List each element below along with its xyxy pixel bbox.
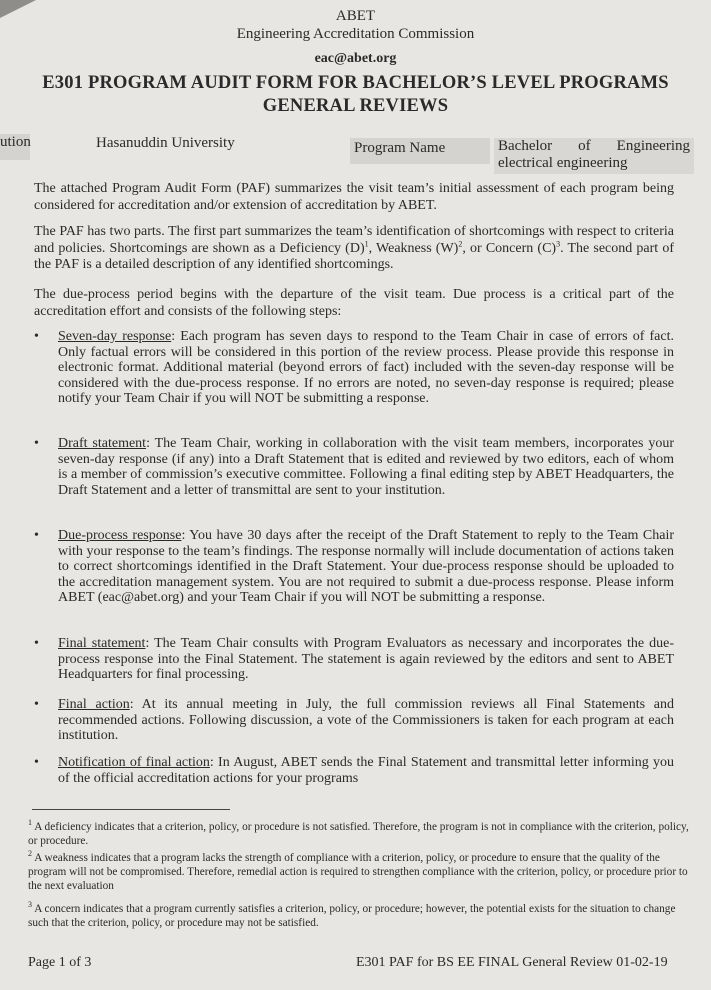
bullet-icon: •	[34, 636, 39, 651]
bullet-icon: •	[34, 697, 39, 712]
document-id: E301 PAF for BS EE FINAL General Review 01-02-19	[356, 955, 668, 970]
footnote-ref: 3	[556, 238, 561, 248]
step-text: : You have 30 days after the receipt of the Draft Statement to reply to the Team Chair with your response to the team’s findings. The response normally will include documentation of actions taken to correct shortcomings identified in the Draft Statement. Your due-process response should be uploaded to the accreditation management system. You are not required to submit a due-process response. Please inform ABET (eac@abet.org) and your Team Chair if you will NOT be submitting a response.	[58, 528, 674, 605]
footnote-concern	[28, 902, 690, 930]
bullet-icon: •	[34, 528, 39, 543]
step-term: Draft statement	[58, 436, 147, 451]
footnote-ref: 2	[458, 238, 463, 248]
footnote-text: A weakness indicates that a program lacks the strength of compliance with a criterion, policy, or procedure to ensure that the quality of the program will not be compromised. Therefore, remedial action is required to strengthen compliance with the criterion, policy, or procedure prior to the next evaluation	[28, 852, 688, 892]
program-info-row	[0, 130, 711, 178]
bullet-icon: •	[34, 436, 39, 451]
program-name-value	[494, 138, 694, 174]
footnote-deficiency	[28, 820, 690, 848]
footnote-text: A concern indicates that a program currently satisfies a criterion, policy, or procedure; however, the potential exists for the situation to change such that the criterion, policy, or procedure may not be satisfied.	[28, 903, 676, 929]
step-text: : In August, ABET sends the Final Statement and transmittal letter informing you of the official accreditation actions for your programs	[58, 755, 674, 786]
step-text: : The Team Chair consults with Program Evaluators as necessary and incorporates the due-process response into the Final Statement. The statement is again reviewed by the editors and sent to ABET Headquarters for final processing.	[58, 636, 674, 682]
step-term: Seven-day response	[58, 329, 172, 344]
step-final-action	[34, 697, 674, 744]
program-value-word: of	[578, 138, 591, 154]
footnote-ref: 1	[364, 238, 369, 248]
footnote-number: 2	[28, 849, 32, 859]
p2-text: , Weakness (W)	[368, 240, 459, 256]
program-value-word: Bachelor	[498, 138, 553, 154]
program-name-label: Program Name	[350, 138, 490, 164]
institution-label: ution	[0, 134, 30, 160]
form-title: E301 PROGRAM AUDIT FORM FOR BACHELOR’S LEVEL PROGRAMS	[42, 73, 669, 93]
intro-paragraph-3: The due-process period begins with the departure of the visit team. Due process is a critical part of the accreditation effort and consists of the following steps:	[34, 287, 674, 319]
step-draft-statement	[34, 436, 674, 498]
step-text: : The Team Chair, working in collaboration with the visit team members, incorporates your seven-day response (if any) into a Draft Statement that is edited and reviewed by two editors, each of whom is a member of commission’s executive committee. Following a final editing step by ABET Headquarters, the Draft Statement and a letter of transmittal are sent to your institution.	[58, 436, 674, 498]
p2-text: The PAF has two parts. The first part summarizes the team’s identification of shortcomings with respect to criteria and policies. Shortcomings are shown as a Deficiency (D)	[34, 224, 674, 256]
intro-paragraph-2	[34, 224, 674, 274]
p2-text: . The second part of the PAF is a detailed description of any identified shortcomings.	[34, 240, 675, 272]
footnote-number: 3	[28, 900, 32, 910]
step-term: Final action	[58, 697, 130, 712]
bullet-icon: •	[34, 329, 39, 344]
step-notification-final-action	[34, 755, 674, 786]
footnote-weakness	[28, 851, 690, 893]
program-value-word: Engineering	[616, 138, 690, 154]
step-text: : At its annual meeting in July, the full commission reviews all Final Statements and recommended actions. Following discussion, a vote of the Commissioners is taken for each program at each institution.	[58, 697, 674, 743]
institution-value: Hasanuddin University	[96, 135, 235, 151]
step-term: Notification of final action	[58, 755, 210, 770]
form-subtitle: GENERAL REVIEWS	[262, 96, 449, 116]
commission-name: Engineering Accreditation Commission	[236, 26, 475, 42]
intro-paragraph-1: The attached Program Audit Form (PAF) summarizes the visit team’s initial assessment of each program being considered for accreditation and/or extension of accreditation by ABET.	[34, 181, 674, 213]
footnote-divider	[32, 809, 230, 810]
bullet-icon: •	[34, 755, 39, 770]
contact-email: eac@abet.org	[314, 51, 397, 66]
footnote-number: 1	[28, 818, 32, 828]
program-value-line2: electrical engineering	[498, 155, 628, 171]
step-seven-day-response	[34, 329, 674, 407]
step-due-process-response	[34, 528, 674, 606]
step-final-statement	[34, 636, 674, 683]
p2-text: , or Concern (C)	[462, 240, 557, 256]
org-name: ABET	[335, 8, 376, 24]
page-number: Page 1 of 3	[28, 955, 92, 970]
step-term: Final statement	[58, 636, 146, 651]
step-text: : Each program has seven days to respond to the Team Chair in case of errors of fact. Only factual errors will be considered in this portion of the review process. Please provide this response in electronic format. Additional material (beyond errors of fact) included with the seven-day response will be considered with the due-process response. If no errors are noted, no seven-day response is required; please notify your Team Chair if you will NOT be submitting a response.	[58, 329, 674, 406]
step-term: Due-process response	[58, 528, 182, 543]
footnote-text: A deficiency indicates that a criterion, policy, or procedure is not satisfied. Therefore, the program is not in compliance with the criterion, policy, or procedure.	[28, 821, 689, 847]
